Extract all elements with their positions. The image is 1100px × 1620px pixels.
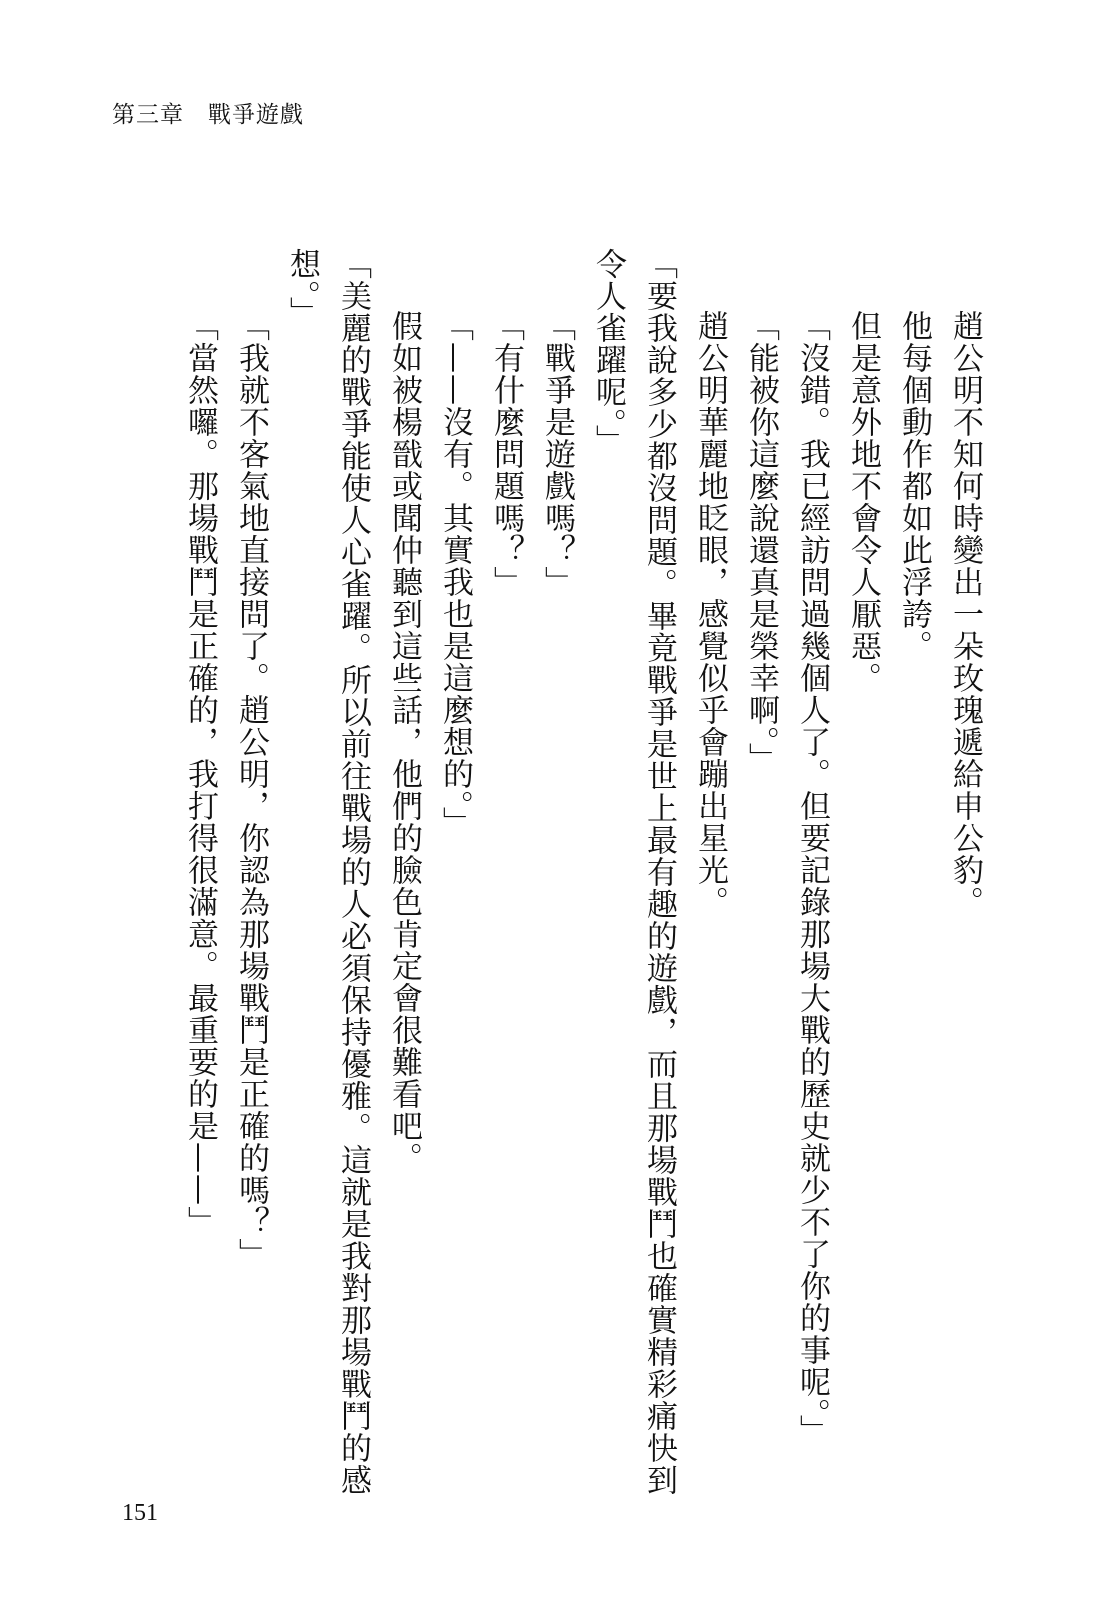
paragraph: 「——沒有。其實我也是這麼想的。」 (437, 310, 473, 839)
vertical-body-text (100, 248, 990, 1498)
paragraph: 但是意外地不會令人厭惡。 (845, 310, 881, 694)
paragraph: 假如被楊戩或聞仲聽到這些話，他們的臉色肯定會很難看吧。 (386, 310, 422, 1174)
paragraph: 「我就不客氣地直接問了。趙公明，你認為那場戰鬥是正確的嗎？」 (233, 310, 269, 1270)
paragraph: 「沒錯。我已經訪問過幾個人了。但要記錄那場大戰的歷史就少不了你的事呢。」 (794, 310, 830, 1447)
paragraph: 「當然囉。那場戰鬥是正確的，我打得很滿意。最重要的是——」 (182, 310, 218, 1238)
chapter-number: 第三章 (112, 102, 184, 128)
paragraph: 趙公明不知何時變出一朵玫瑰遞給申公豹。 (947, 310, 983, 918)
paragraph: 「有什麼問題嗎？」 (488, 310, 524, 598)
paragraph: 他每個動作都如此浮誇。 (896, 310, 932, 662)
paragraph: 趙公明華麗地眨眼，感覺似乎會蹦出星光。 (692, 310, 728, 918)
paragraph: 「能被你這麼說還真是榮幸啊。」 (743, 310, 779, 775)
paragraph: 「美麗的戰爭能使人心雀躍。所以前往戰場的人必須保持優雅。這就是我對那場戰鬥的感想。」 (284, 248, 371, 1496)
paragraph: 「戰爭是遊戲嗎？」 (539, 310, 575, 598)
chapter-title: 戰爭遊戲 (208, 102, 304, 128)
running-header (112, 96, 304, 129)
page-number: 151 (122, 1500, 158, 1526)
paragraph: 「要我說多少都沒問題。畢竟戰爭是世上最有趣的遊戲，而且那場戰鬥也確實精彩痛快到令人雀躍呢。」 (590, 248, 677, 1496)
